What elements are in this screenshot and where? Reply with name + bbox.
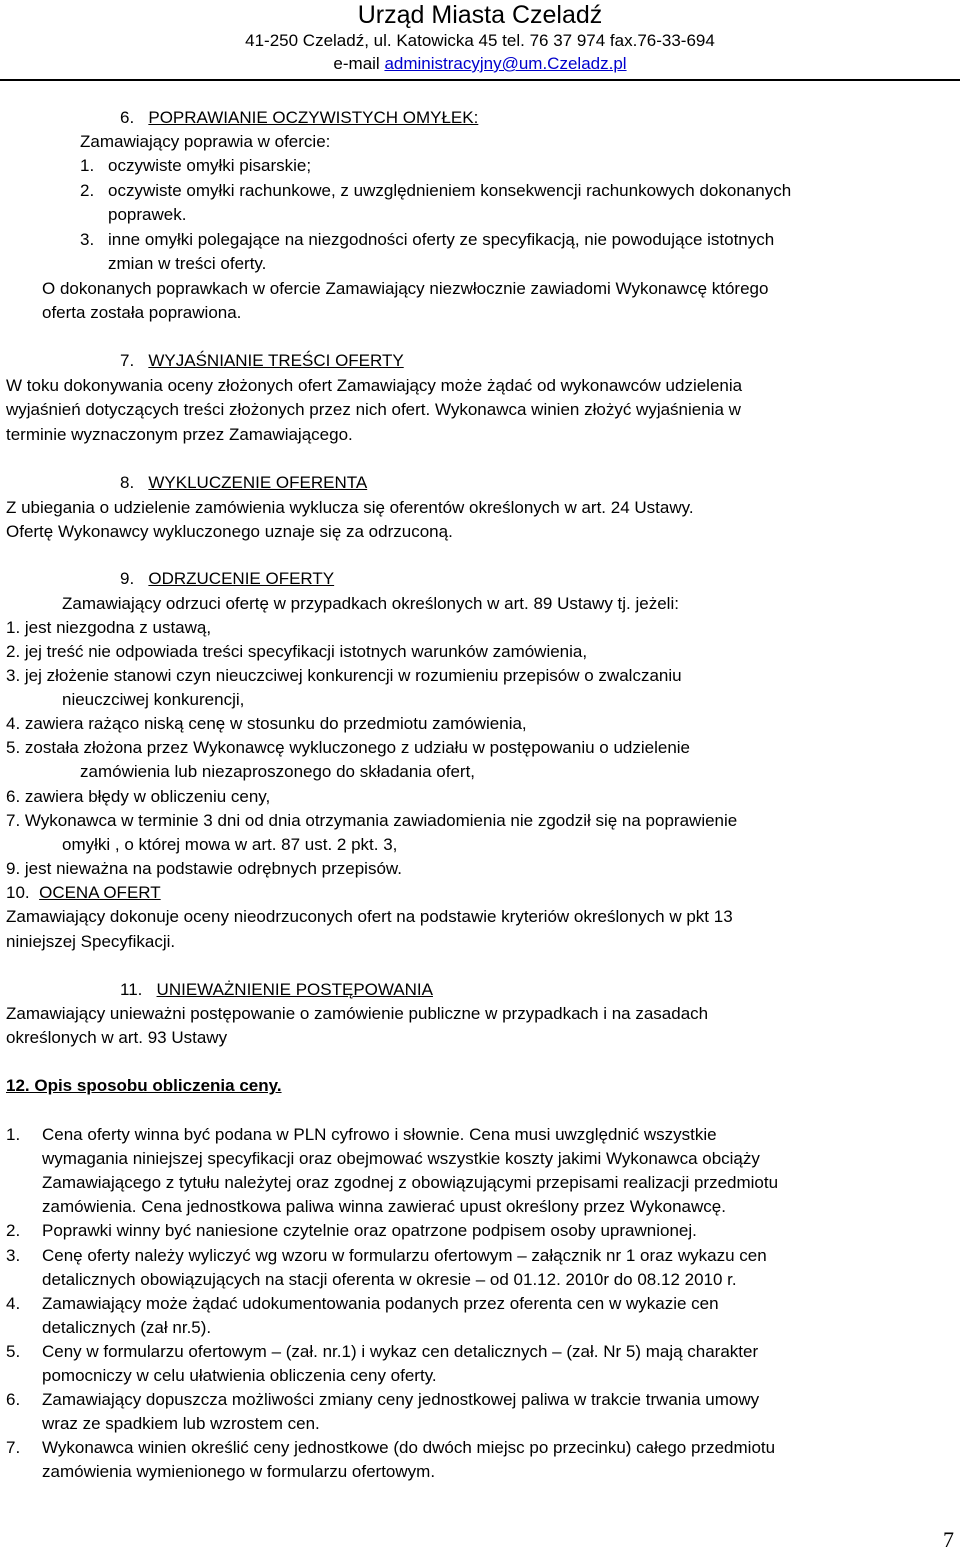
s9-item-2: 2. jej treść nie odpowiada treści specyfikacji istotnych warunków zamówienia, [6, 642, 588, 661]
s12-item-1-line-1: Cena oferty winna być podana w PLN cyfrowo i słownie. Cena musi uwzględnić wszystkie [42, 1125, 717, 1144]
s9-item-7-line-1: 7. Wykonawca w terminie 3 dni od dnia otrzymania zawiadomienia nie zgodził się na poprawienie [6, 811, 738, 830]
s12-title: 12. Opis sposobu obliczenia ceny. [6, 1076, 282, 1095]
s7-number: 7. [120, 351, 135, 370]
s12-item-1-line-4: zamówienia. Cena jednostkowa paliwa winna zawierać upust określony przez Wykonawcę. [42, 1197, 726, 1216]
s9-item-3-line-2: nieuczciwej konkurencji, [62, 690, 245, 709]
s12-item-1-line-3: Zamawiającego z tytułu należytej oraz zgodnej z obowiązującymi przepisami realizacji przedmiotu [42, 1173, 779, 1192]
s9-item-5-line-1: 5. została złożona przez Wykonawcę wykluczonego z udziału w postępowaniu o udzielenie [6, 738, 691, 757]
s6-title: POPRAWIANIE OCZYWISTYCH OMYŁEK: [148, 108, 479, 127]
s12-item-4-line-2: detalicznych (zał nr.5). [42, 1318, 212, 1337]
s12-item-4-num: 4. [6, 1294, 21, 1313]
s12-item-6-num: 6. [6, 1390, 21, 1409]
s7-title: WYJAŚNIANIE TREŚCI OFERTY [148, 351, 404, 370]
s12-item-3-num: 3. [6, 1246, 21, 1265]
s9-item-5-line-2: zamówienia lub niezaproszonego do składania ofert, [80, 762, 476, 781]
s9-title: ODRZUCENIE OFERTY [148, 569, 335, 588]
s12-item-2-line-1: Poprawki winny być naniesione czytelnie oraz opatrzone podpisem osoby uprawnionej. [42, 1221, 697, 1240]
office-email-line [0, 53, 960, 75]
s12-item-1-line-2: wymagania niniejszej specyfikacji oraz obejmować wszystkie koszty jakimi Wykonawca obciąży [42, 1149, 760, 1168]
s7-heading [120, 350, 404, 372]
s6-item-1-num: 1. [80, 156, 95, 175]
s9-item-1: 1. jest niezgodna z ustawą, [6, 618, 212, 637]
s12-item-7-line-1: Wykonawca winien określić ceny jednostkowe (do dwóch miejsc po przecinku) całego przedmiotu [42, 1438, 776, 1457]
s12-item-5-line-2: pomocniczy w celu ułatwienia obliczenia ceny oferty. [42, 1366, 437, 1385]
s12-item-6-line-1: Zamawiający dopuszcza możliwości zmiany ceny jednostkowej paliwa w trakcie trwania umowy [42, 1390, 760, 1409]
s12-item-7-line-2: zamówienia wymienionego w formularzu ofertowym. [42, 1462, 436, 1481]
header-divider [0, 79, 960, 81]
s9-item-6: 6. zawiera błędy w obliczeniu ceny, [6, 787, 271, 806]
s6-intro: Zamawiający poprawia w ofercie: [80, 132, 331, 151]
page-number: 7 [943, 1527, 954, 1552]
s11-line-1: Zamawiający unieważni postępowanie o zamówienie publiczne w przypadkach i na zasadach [6, 1004, 709, 1023]
s9-item-9: 9. jest nieważna na podstawie odrębnych przepisów. [6, 859, 402, 878]
s11-title: UNIEWAŻNIENIE POSTĘPOWANIA [156, 980, 433, 999]
s12-item-4-line-1: Zamawiający może żądać udokumentowania podanych przez oferenta cen w wykazie cen [42, 1294, 719, 1313]
s12-item-3-line-2: detalicznych obowiązujących na stacji oferenta w okresie – od 01.12. 2010r do 08.12 2010 r. [42, 1270, 737, 1289]
s9-item-7-line-2: omyłki , o której mowa w art. 87 ust. 2 pkt. 3, [62, 835, 398, 854]
s12-item-6-line-2: wraz ze spadkiem lub wzrostem cen. [42, 1414, 320, 1433]
s8-title: WYKLUCZENIE OFERENTA [148, 473, 368, 492]
s8-line-1: Z ubiegania o udzielenie zamówienia wyklucza się oferentów określonych w art. 24 Ustawy. [6, 498, 694, 517]
s6-heading [120, 107, 478, 129]
s10-heading [6, 882, 161, 904]
email-link[interactable]: administracyjny@um.Czeladz.pl [384, 54, 627, 73]
office-address: 41-250 Czeladź, ul. Katowicka 45 tel. 76 37 974 fax.76-33-694 [245, 31, 715, 50]
email-label: e-mail [333, 54, 385, 73]
s9-intro: Zamawiający odrzuci ofertę w przypadkach określonych w art. 89 Ustawy tj. jeżeli: [62, 594, 679, 613]
s7-line-2: wyjaśnień dotyczących treści złożonych przez nich ofert. Wykonawca winien złożyć wyjaśnienia w [6, 400, 741, 419]
s6-item-3-line-1: inne omyłki polegające na niezgodności oferty ze specyfikacją, nie powodujące istotnych [108, 230, 775, 249]
s6-item-2-line-2: poprawek. [108, 205, 187, 224]
s6-number: 6. [120, 108, 135, 127]
s9-item-4: 4. zawiera rażąco niską cenę w stosunku do przedmiotu zamówienia, [6, 714, 527, 733]
s10-line-2: niniejszej Specyfikacji. [6, 932, 176, 951]
s6-item-2-line-1: oczywiste omyłki rachunkowe, z uwzględnieniem konsekwencji rachunkowych dokonanych [108, 181, 792, 200]
s6-item-2-num: 2. [80, 181, 95, 200]
s10-number: 10. [6, 883, 30, 902]
s9-heading [120, 568, 334, 590]
s6-item-3-line-2: zmian w treści oferty. [108, 254, 267, 273]
s9-item-3-line-1: 3. jej złożenie stanowi czyn nieuczciwej konkurencji w rozumieniu przepisów o zwalczaniu [6, 666, 682, 685]
s7-line-3: terminie wyznaczonym przez Zamawiającego. [6, 425, 353, 444]
s8-heading [120, 472, 367, 494]
s11-line-2: określonych w art. 93 Ustawy [6, 1028, 228, 1047]
s11-number: 11. [120, 980, 143, 999]
s6-closing-line-1: O dokonanych poprawkach w ofercie Zamawiający niezwłocznie zawiadomi Wykonawcę którego [42, 279, 769, 298]
s8-number: 8. [120, 473, 135, 492]
s12-item-7-num: 7. [6, 1438, 21, 1457]
s10-line-1: Zamawiający dokonuje oceny nieodrzuconych ofert na podstawie kryteriów określonych w pkt 13 [6, 907, 733, 926]
s12-item-1-num: 1. [6, 1125, 21, 1144]
s12-item-5-num: 5. [6, 1342, 21, 1361]
s7-line-1: W toku dokonywania oceny złożonych ofert Zamawiający może żądać od wykonawców udzielenia [6, 376, 743, 395]
s8-line-2: Ofertę Wykonawcy wykluczonego uznaje się za odrzuconą. [6, 522, 453, 541]
s6-item-3-num: 3. [80, 230, 95, 249]
s6-item-1-line-1: oczywiste omyłki pisarskie; [108, 156, 312, 175]
office-name: Urząd Miasta Czeladź [357, 1, 603, 29]
s9-number: 9. [120, 569, 135, 588]
s12-item-3-line-1: Cenę oferty należy wyliczyć wg wzoru w formularzu ofertowym – załącznik nr 1 oraz wykazu cen [42, 1246, 767, 1265]
s10-title: OCENA OFERT [39, 883, 161, 902]
s12-item-5-line-1: Ceny w formularzu ofertowym – (zał. nr.1) i wykaz cen detalicznych – (zał. Nr 5) mają charakter [42, 1342, 759, 1361]
s6-closing-line-2: oferta została poprawiona. [42, 303, 242, 322]
s12-item-2-num: 2. [6, 1221, 21, 1240]
s11-heading [120, 979, 433, 1001]
